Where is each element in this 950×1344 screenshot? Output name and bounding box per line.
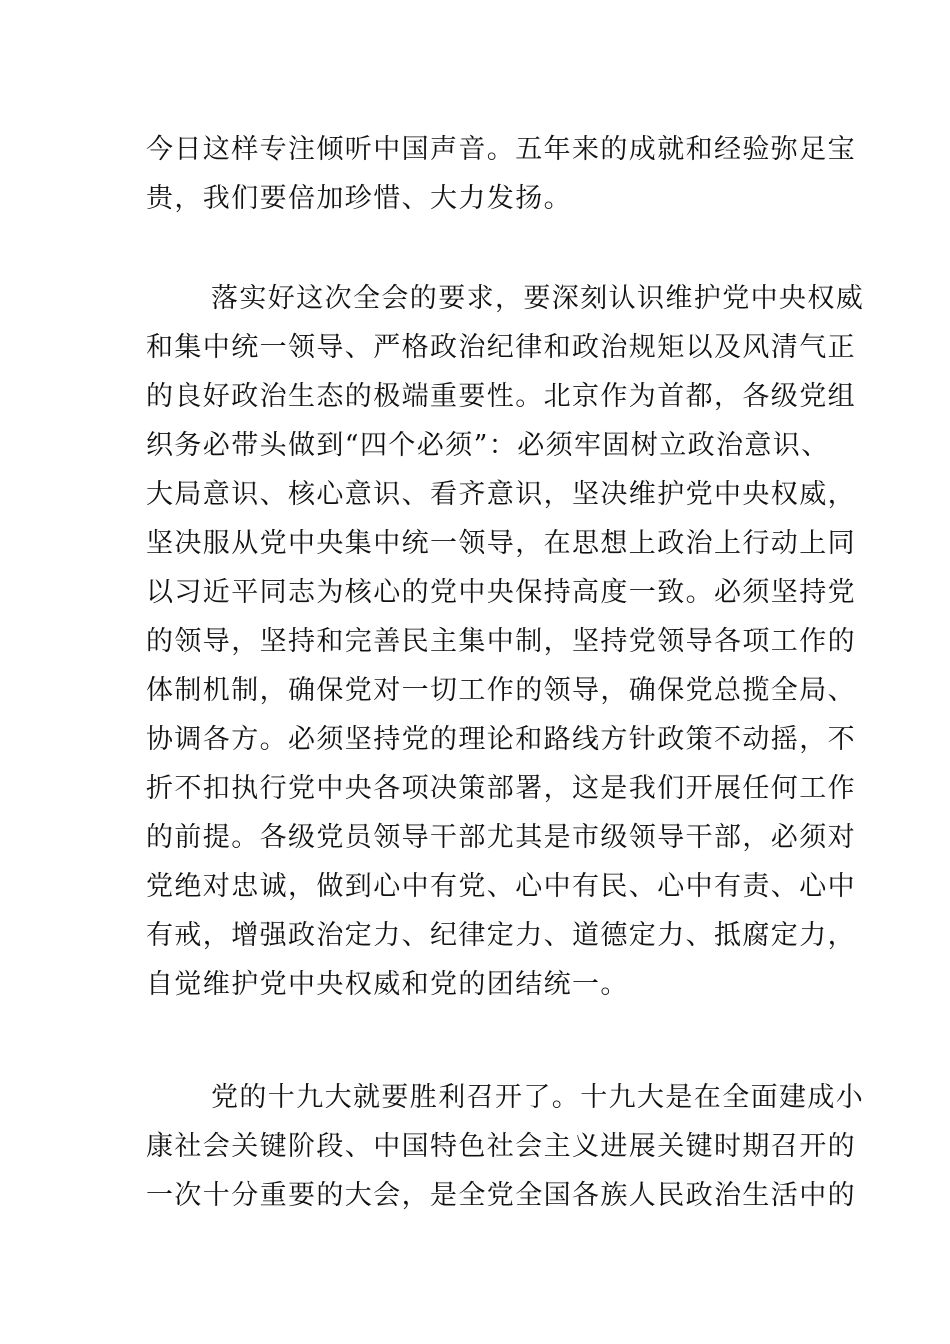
text-line: 织务必带头做到“四个必须”：必须牢固树立政治意识、	[146, 430, 830, 461]
text-line: 的领导，坚持和完善民主集中制，坚持党领导各项工作的	[146, 626, 856, 657]
text-line: 以习近平同志为核心的党中央保持高度一致。必须坚持党	[146, 577, 856, 608]
text-line: 党绝对忠诚，做到心中有党、心中有民、心中有责、心中	[146, 871, 856, 902]
paragraph-continuation	[146, 125, 856, 223]
text-line: 一次十分重要的大会，是全党全国各族人民政治生活中的	[146, 1180, 856, 1211]
text-line: 折不扣执行党中央各项决策部署，这是我们开展任何工作	[146, 773, 856, 804]
text-line: 落实好这次全会的要求，要深刻认识维护党中央权威	[211, 283, 865, 314]
text-line: 贵，我们要倍加珍惜、大力发扬。	[146, 183, 572, 214]
text-line: 的前提。各级党员领导干部尤其是市级领导干部，必须对	[146, 822, 856, 853]
text-line: 大局意识、核心意识、看齐意识，坚决维护党中央权威，	[146, 479, 856, 510]
text-line: 协调各方。必须坚持党的理论和路线方针政策不动摇，不	[146, 724, 856, 755]
text-line: 体制机制，确保党对一切工作的领导，确保党总揽全局、	[146, 675, 856, 706]
text-line: 康社会关键阶段、中国特色社会主义进展关键时期召开的	[146, 1131, 856, 1162]
text-line: 坚决服从党中央集中统一领导，在思想上政治上行动上同	[146, 528, 856, 559]
text-line: 今日这样专注倾听中国声音。五年来的成就和经验弥足宝	[146, 134, 856, 165]
paragraph-nineteenth-congress	[146, 1073, 865, 1220]
text-line: 的良好政治生态的极端重要性。北京作为首都，各级党组	[146, 381, 856, 412]
text-line: 党的十九大就要胜利召开了。十九大是在全面建成小	[211, 1082, 865, 1113]
text-line: 和集中统一领导、严格政治纪律和政治规矩以及风清气正	[146, 332, 856, 363]
paragraph-plenary-requirements	[146, 274, 865, 1009]
text-line: 有戒，增强政治定力、纪律定力、道德定力、抵腐定力，	[146, 920, 856, 951]
text-line: 自觉维护党中央权威和党的团结统一。	[146, 969, 629, 1000]
